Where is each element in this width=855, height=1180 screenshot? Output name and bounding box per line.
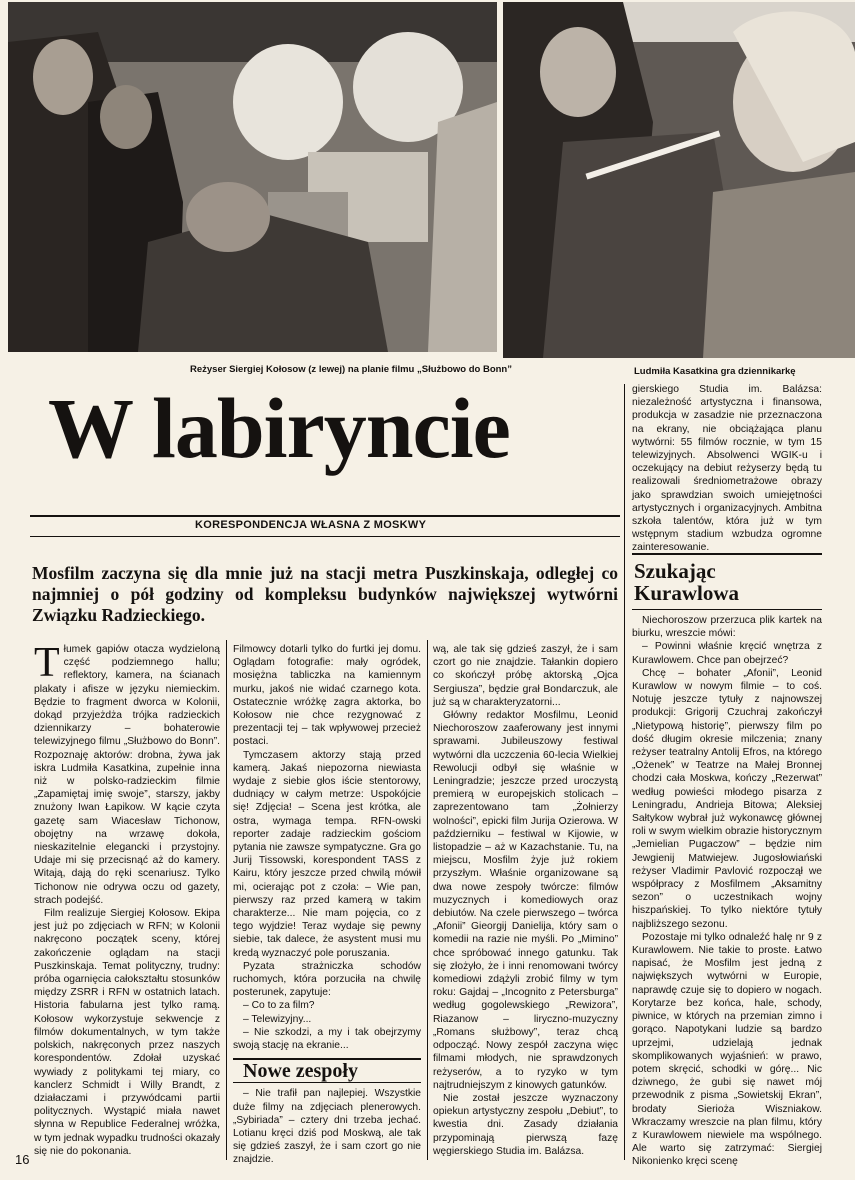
column-divider-2: [427, 640, 428, 1160]
subhead-rule-top: [632, 553, 822, 555]
article-kicker: KORESPONDENCJA WŁASNA Z MOSKWY: [195, 519, 427, 531]
paragraph: – Nie szkodzi, a my i tak obejrzymy swoją stację na ekranie...: [233, 1026, 421, 1052]
article-title: W labiryncie: [48, 380, 510, 476]
column-divider-3: [624, 384, 625, 1160]
kicker-rule-top: [30, 515, 620, 517]
paragraph: Tymczasem aktorzy stają przed kamerą. Jakaś niepozorna niewiasta wydaje z siebie głos iście stentorowy, dudniący w całym metrze: Uspokójcie się! Zdjęcia! – Scena jest krótka, ale ostra, wymaga tempa. RFN-owski reporter zadaje radzieckim gościom pytania nie zawsze sympatyczne. Gra go Jurij Tissowski, korespondent TASS z Kairu, który jeszcze przed chwilą mówił mi, ocierając pot z czoła: – Wie pan, pierwszy raz przed kamerą w takim charakterze... Nie mam pojęcia, co z tego wyjdzie! Teraz wydaje się pewny siebie, tak dalece, że asystent musi mu kredą wyznaczyć pole poruszania.: [233, 749, 421, 959]
paragraph: – Nie trafił pan najlepiej. Wszystkie duże filmy na zdjęciach plenerowych. „Sybiriada” – cztery dni trzeba jechać. Lotianu kręci dziś pod Moskwą, ale tak się gdzieś zaszył, że i sam czort go nie znajdzie.: [233, 1088, 421, 1166]
paragraph: wą, ale tak się gdzieś zaszył, że i sam czort go nie znajdzie. Tałankin dopiero co skończył próbę aktorską „Ojca Sergiusza”, będzie grał Bondarczuk, ale już są w charakteryzatorni...: [433, 644, 618, 708]
paragraph: łumek gapiów otacza wydzieloną część podziemnego hallu; reflektory, kamera, na ścianach plakaty i afisze w języku niemieckim. Będzie to fragment dworca w Kolonii, dokąd przyjeżdża trójka radzieckich dziennikarzy – bohaterowie telewizyjnego filmu „Służbowo do Bonn”. Rozpoznaję aktorów: drobna, żywa jak iskra Ludmiła Kasatkina, zupełnie inna niż w polsko-radzieckim filmie „Zapamiętaj imię swoje”, starszy, jakby znużony Iwan Łapikow. W kącie czyta gazetę sam Wiacesław Tichonow, obojętny na wrzawę dokoła, nieskazitelnie elegancki i przystojny. Udaje mi się przecisnąć aż do kamery. Witają, dają do ręki scenariusz. Tylko Tichonow nie odrywa oczu od gazety, strach podejść.: [34, 644, 220, 906]
paragraph: Pyzata strażniczka schodów ruchomych, która porzuciła na chwilę posterunek, zapytuje:: [233, 960, 421, 999]
article-column-1: [34, 640, 221, 1157]
paragraph: Pozostaje mi tylko odnaleźć halę nr 9 z Kurawlowem. Nie takie to proste. Łatwo napisać, że Mosfilm jest jedną z największych wytwórni w Europie, naprawdę czuje się to dopiero w nogach. Korytarze bez końca, hale, schody, piwnice, w których na przemian zimno i gorąco. Napotykani ludzie są bardzo uprzejmi, udzielają jednak skomplikowanych wyjaśnień: w prawo, potem skręcić, schodki w górę... Nic dziwnego, że gubi się nawet mój przewodnik z pisma „Sowietskij Ekran”, brodaty Sieriożа Wiszniakow. Wkraczamy wreszcie na plan filmu, który z Kurawlowem niewiele ma wspólnego. Ale warto się zatrzymać: Siergiej Nikonienko kręci scenę: [632, 931, 822, 1168]
paragraph: Główny redaktor Mosfilmu, Leonid Niechoroszow zaaferowany jest innymi sprawami. Jubileuszowy festiwal wytwórni dla uczczenia 60-lecia Wielkiej Rewolucji odbył się właśnie w Leningradzie; jeszcze przed uroczystą premierą w europejskich stolicach – zaprezentowano tam „Żołnierzy wolności”, epicki film Jurija Ozierowa. W październiku – festiwal w Kijowie, w listopadzie – aż w Kazachstanie. Tu, na miejscu, Mosfilm żyje już rokiem przyszłym. Właśnie organizowane są dwa nowe zespoły twórcze: filmów muzycznych i komediowych oraz debiutów. Na czele pierwszego – twórca „Afonii” Gieorgij Danielija, który sam o komedii na razie nie myśli. Po „Mimino” chce spróbować innego gatunku. Tak się złożyło, że i inni renomowani twórcy komediowi zdążyli zrobić filmy w tym roku: Gajdaj – „Incognito z Petersburga” według gogolewskiego „Rewizora”, Riazanow – liryczno-muzyczny „Romans służbowy”, teraz chcą odpocząć. Nowy zespół zaczyna więc filmami młodych, nie sprawdzonych reżyserów, a to ryzyko w tym najtrudniejszym z kinowych gatunków.: [433, 710, 618, 1091]
paragraph: – Powinni właśnie kręcić wnętrza z Kurawlowem. Chce pan obejrzeć?: [632, 641, 822, 666]
subhead-rule-bottom: [632, 609, 822, 610]
column-divider-1: [226, 640, 227, 1160]
paragraph: gierskiego Studia im. Balázsa: niezależność artystyczna i finansowa, produkcja w zasadzie nie przeznaczona na ekrany, nie obciążająca planu wytwórni: 55 filmów rocznie, w tym 15 telewizyjnych. Absolwenci WGIK-u i oczekujący na debiut reżyserzy będą tu realizowali średniometrażowe obrazy jako sprawdzian swoich umiejętności artystycznych i organizacyjnych. Ambitna szkoła talentów, która już w tym wstępnym stadium wzbudza ogromne zainteresowanie.: [632, 384, 822, 554]
kicker-rule-bottom: [30, 536, 620, 537]
paragraph: – Co to za film?: [243, 1000, 315, 1012]
photo-film-set: [8, 2, 497, 352]
paragraph: Chcę – bohater „Afonii”, Leonid Kurawlow w nowym filmie – to coś. Notuję jeszcze tytuły z najnowszej produkcji: Grigorij Czuchraj zakończył „Nietypową historię”, pierwszy film po dość długim okresie milczenia; znany reżyser teatralny Antolij Efros, na którego „Ożenek” w Teatrze na Małej Bronnej chodzi cała Moskwa, kończy „Rezerwat” według powieści młodego pisarza z Leningradu, Andrieja Bitowa; Aleksiej Sałtykow wybrał już wykonawcę głównej roli w swym wielkim obrazie historycznym „Jemielian Pugaczow” – będzie nim Jewgienij Matwiejew. Jugosłowiański reżyser Vladimir Pavlović rozpoczął we współpracy z Mosfilmem „Aksamitny sezon” o uczestnikach wojny hiszpańskiej. To tylko niektóre tytuły najbliższego sezonu.: [632, 667, 822, 930]
photo-actress-makeup: [503, 2, 855, 358]
page-number: 16: [15, 1152, 30, 1167]
article-column-4: [632, 614, 822, 1168]
subhead-szukajac-kurawlowa: Szukając Kurawlowa: [634, 559, 739, 605]
caption-right: Ludmiła Kasatkina gra dziennikarkę: [634, 366, 796, 377]
paragraph: Niechoroszow przerzuca plik kartek na biurku, wreszcie mówi:: [632, 615, 822, 640]
paragraph: Film realizuje Siergiej Kołosow. Ekipa jest już po zdjęciach w RFN; w Kolonii nakręcono początek sceny, której zakończenie oglądam na stacji Puszkinskaja. Temat polityczny, trudny: próba ogarnięcia całokształtu stosunków między ZSRR i RFN w ostatnich latach. Historia fabularna jest tylko ramą. Kołosow wykorzystuje sekwencje z filmów dokumentalnych, w tym także polskich, nakręconych przez naszych korespondentów. Zdołał uzyskać wywiady z politykami tej miary, co kanclerz Schmidt i Willy Brandt, z działaczami i przywódcami partii politycznych. Wystąpić miała nawet słynna w Republice Federalnej wróżka, w tym jednak wypadku trudności okazały się nie do pokonania.: [34, 908, 221, 1157]
article-lead: Mosfilm zaczyna się dla mnie już na stacji metra Puszkinskaja, odległej co najmniej o pół godziny od kompleksu budynków największej wytwórni Związku Radzieckiego.: [32, 563, 618, 625]
paragraph: Filmowcy dotarli tylko do furtki jej domu. Oglądam fotografie: mały ogródek, mosiężna tabliczka na kamiennym murku, jakoś nie widać czarnego kota. Ostatecznie wróżkę zagra aktorka, bo Kołosow nie chce rezygnować z prezentacji tej – tak wpływowej przecież postaci.: [233, 644, 421, 748]
article-column-4-top: [632, 383, 822, 554]
dropcap: T: [34, 640, 60, 686]
caption-left: Reżyser Siergiej Kołosow (z lewej) na planie filmu „Służbowo do Bonn”: [190, 364, 512, 375]
article-column-2: [233, 643, 421, 1166]
subhead-nowe-zespoly: Nowe zespoły: [243, 1060, 358, 1083]
article-column-3: [433, 643, 618, 1157]
paragraph: – Telewizyjny...: [243, 1013, 312, 1025]
paragraph: Nie został jeszcze wyznaczony opiekun artystyczny zespołu „Debiut”, to kwestia dni. Zasady działania przypominają pierwszą fazę węgierskiego Studia im. Balázsa.: [433, 1092, 618, 1157]
